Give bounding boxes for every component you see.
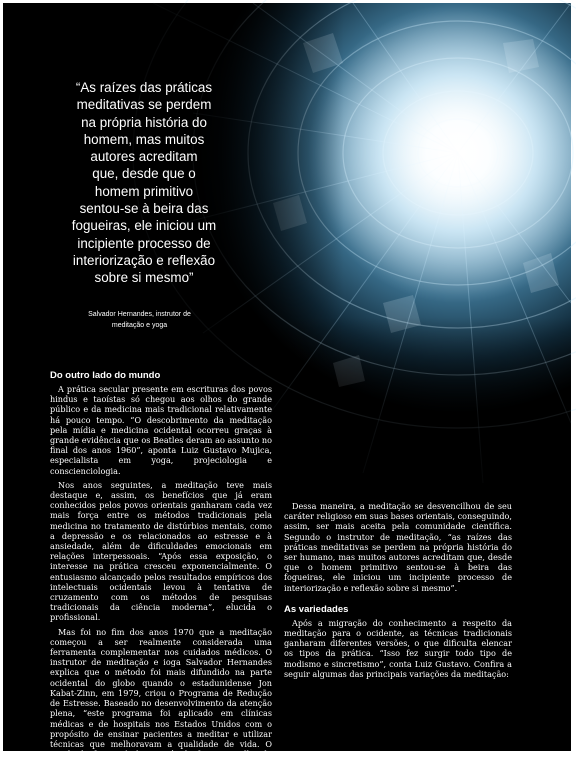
- section-heading: Do outro lado do mundo: [50, 370, 161, 381]
- pull-quote-line: meditativas se perdem: [76, 97, 212, 113]
- pull-quote: [50, 79, 238, 287]
- section-heading: As variedades: [284, 603, 349, 615]
- pull-quote-line: na própria história do: [81, 114, 207, 130]
- body-paragraph: Nos anos seguintes, a meditação teve mais destaque e, assim, os benefícios que já eram conhecidos pelos povos orientais ganharam cada vez mais força entre os métodos tradicionais pela medicina no tratamento de distúrbios mentais, como a depressão e os relacionados ao estresse e à ansiedade, além de dificuldades emocionais em relações interpessoais. “Após essa exposição, o interesse na prática cresceu exponencialmente. O entusiasmo alcançado pelos resultados empíricos dos intelectuais ocidentais levou à tentativa de cruzamento com os métodos de pesquisas tradicionais da ciência moderna”, elucida o profissional.: [50, 479, 272, 623]
- body-paragraph: A prática secular presente em escrituras dos povos hindus e taoístas só chegou aos olhos do grande público e da medicina mais tradicional relativamente há pouco tempo. “O descobrimento da meditação pela mídia e medicina ocidental ocorreu graças à grande evidência que os Beatles deram ao assunto no final dos anos 1960”, aponta Luiz Gustavo Mujica, especialista em yoga, projeciologia e conscienciologia.: [50, 384, 272, 476]
- article-column-right: [284, 501, 512, 679]
- article-column-left: [50, 370, 272, 780]
- attribution-line: meditação e yoga: [111, 322, 168, 329]
- pull-quote-line: sobre si mesmo”: [94, 270, 194, 286]
- body-paragraph: Após a migração do conhecimento a respeito da meditação para o ocidente, as técnicas tradicionais ganharam diferentes versões, o que dificulta elencar os tipos da prática. “Isso fez surgir todo tipo de modismo e sincretismo”, conta Luiz Gustavo. Confira a seguir algumas das principais variações da meditação:: [284, 617, 512, 679]
- pull-quote-line: sentou-se à beira das: [79, 201, 209, 217]
- pull-quote-line: interiorização e reflexão: [72, 252, 216, 268]
- pull-quote-line: que, desde que o: [92, 166, 196, 182]
- attribution-line: Salvador Hernandes, instrutor de: [88, 311, 191, 318]
- pull-quote-line: “As raízes das práticas: [75, 80, 213, 95]
- pull-quote-line: autores acreditam: [90, 149, 198, 165]
- pull-quote-line: fogueiras, ele iniciou um: [71, 218, 217, 234]
- magazine-page: [3, 3, 571, 780]
- body-paragraph: Dessa maneira, a meditação se desvencilhou de seu caráter religioso em suas bases orientais, conseguindo, assim, ser mais aceita pela comunidade científica. Segundo o instrutor de meditação, “as raízes das práticas meditativas se perdem na própria história do ser humano, mas muitos autores acreditam que, desde que o homem primitivo sentou-se à beira das fogueiras, ele iniciou um incipiente processo de interiorização e reflexão sobre si mesmo”.: [284, 501, 512, 593]
- pull-quote-line: homem, mas muitos: [83, 131, 205, 147]
- body-paragraph: Mas foi no fim dos anos 1970 que a meditação começou a ser realmente considerada uma ferramenta complementar nos cuidados médicos. O instrutor de meditação e ioga Salvador Hernandes explica que o método foi mais difundido na parte ocidental do globo quando o estadunidense Jon Kabat-Zinn, em 1979, criou o Programa de Redução de Estresse. Baseado no desenvolvimento da atenção plena, “este programa foi aplicado em clínicas médicas e de hospitais nos Estados Unidos com o propósito de ensinar pacientes a meditar e utilizar técnicas que melhoravam a qualidade de vida. O resultado foi incrível e o método foi se espalhando para o mundo todo”, conta Hernandes (saiba mais na página 18).: [50, 626, 272, 780]
- pull-quote-line: homem primitivo: [94, 183, 194, 199]
- quote-attribution: [57, 309, 222, 331]
- pull-quote-line: incipiente processo de: [77, 235, 211, 251]
